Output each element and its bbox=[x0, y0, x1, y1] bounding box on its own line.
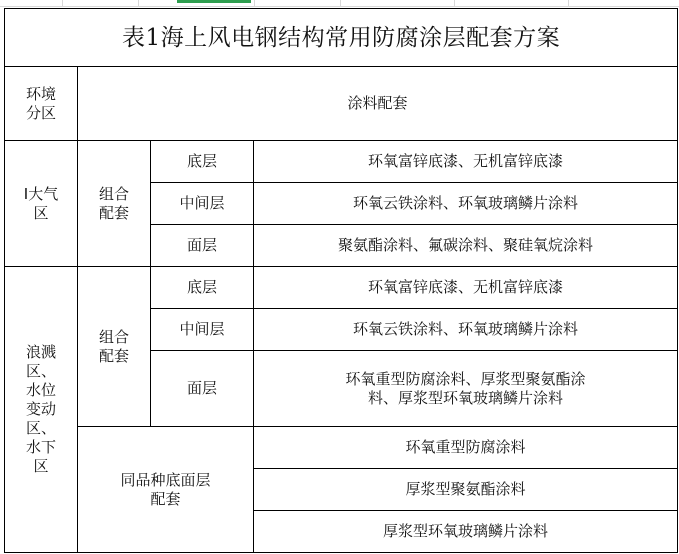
coating-scheme-table bbox=[4, 8, 678, 553]
table-title: 表1海上风电钢结构常用防腐涂层配套方案 bbox=[5, 9, 678, 67]
table-row bbox=[5, 267, 678, 309]
table-row bbox=[5, 427, 678, 469]
title-row bbox=[5, 9, 678, 67]
table-row bbox=[5, 141, 678, 183]
column-gridline-strip bbox=[0, 0, 679, 7]
column-divider bbox=[568, 0, 569, 6]
coating-cell[interactable]: 环氧云铁涂料、环氧玻璃鳞片涂料 bbox=[254, 183, 678, 225]
layer-cell[interactable]: 中间层 bbox=[151, 183, 254, 225]
layer-cell[interactable]: 面层 bbox=[151, 225, 254, 267]
group-cell[interactable]: 组合 配套 bbox=[78, 141, 151, 267]
coating-cell[interactable]: 厚浆型环氧玻璃鳞片涂料 bbox=[254, 511, 678, 553]
coating-cell[interactable]: 环氧云铁涂料、环氧玻璃鳞片涂料 bbox=[254, 309, 678, 351]
column-divider bbox=[254, 0, 255, 6]
group-cell[interactable]: 组合 配套 bbox=[78, 267, 151, 427]
selected-cell-indicator bbox=[177, 0, 251, 3]
zone-cell-splash-tidal-submerged[interactable]: 浪溅 区、 水位 变动 区、 水下 区 bbox=[5, 267, 78, 553]
layer-cell[interactable]: 中间层 bbox=[151, 309, 254, 351]
coating-cell[interactable]: 环氧富锌底漆、无机富锌底漆 bbox=[254, 267, 678, 309]
column-divider bbox=[62, 0, 63, 6]
layer-cell[interactable]: 底层 bbox=[151, 267, 254, 309]
column-divider bbox=[454, 0, 455, 6]
coating-cell[interactable]: 环氧重型防腐涂料、厚浆型聚氨酯涂 料、厚浆型环氧玻璃鳞片涂料 bbox=[254, 351, 678, 427]
layer-cell[interactable]: 面层 bbox=[151, 351, 254, 427]
layer-cell[interactable]: 底层 bbox=[151, 141, 254, 183]
column-divider bbox=[340, 0, 341, 6]
zone-cell-atmosphere[interactable]: I大气 区 bbox=[5, 141, 78, 267]
coating-cell[interactable]: 聚氨酯涂料、氟碳涂料、聚硅氧烷涂料 bbox=[254, 225, 678, 267]
header-zone-cell[interactable]: 环境 分区 bbox=[5, 67, 78, 141]
coating-cell[interactable]: 环氧重型防腐涂料 bbox=[254, 427, 678, 469]
same-type-group-cell[interactable]: 同品种底面层 配套 bbox=[78, 427, 254, 553]
coating-cell[interactable]: 环氧富锌底漆、无机富锌底漆 bbox=[254, 141, 678, 183]
coating-cell[interactable]: 厚浆型聚氨酯涂料 bbox=[254, 469, 678, 511]
column-divider bbox=[138, 0, 139, 6]
header-coating-cell[interactable]: 涂料配套 bbox=[78, 67, 678, 141]
header-row bbox=[5, 67, 678, 141]
